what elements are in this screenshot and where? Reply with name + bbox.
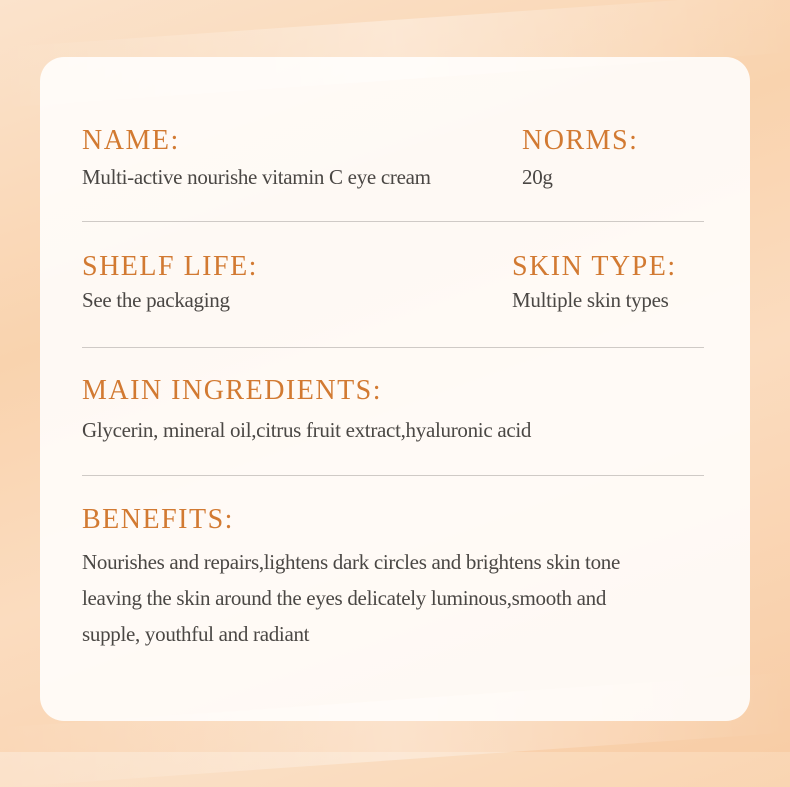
benefits-line: supple, youthful and radiant: [82, 622, 310, 646]
divider: [82, 221, 704, 222]
skin-type-label: SKIN TYPE:: [512, 251, 677, 282]
divider: [82, 475, 704, 476]
main-ingredients-value: Glycerin, mineral oil,citrus fruit extract,hyaluronic acid: [82, 418, 532, 442]
name-label: NAME:: [82, 125, 180, 156]
benefits-label: BENEFITS:: [82, 504, 234, 535]
norms-value: 20g: [522, 165, 553, 189]
norms-label: NORMS:: [522, 125, 639, 156]
benefits-line: Nourishes and repairs,lightens dark circles and brightens skin tone: [82, 550, 621, 574]
divider: [82, 347, 704, 348]
main-ingredients-label: MAIN INGREDIENTS:: [82, 375, 383, 406]
shelf-life-value: See the packaging: [82, 288, 230, 312]
product-info-card: [40, 57, 750, 721]
benefits-line: leaving the skin around the eyes delicately luminous,smooth and: [82, 586, 607, 610]
shelf-life-label: SHELF LIFE:: [82, 251, 258, 282]
benefits-text: [82, 544, 722, 652]
skin-type-value: Multiple skin types: [512, 288, 669, 312]
name-value: Multi-active nourishe vitamin C eye cream: [82, 165, 431, 189]
